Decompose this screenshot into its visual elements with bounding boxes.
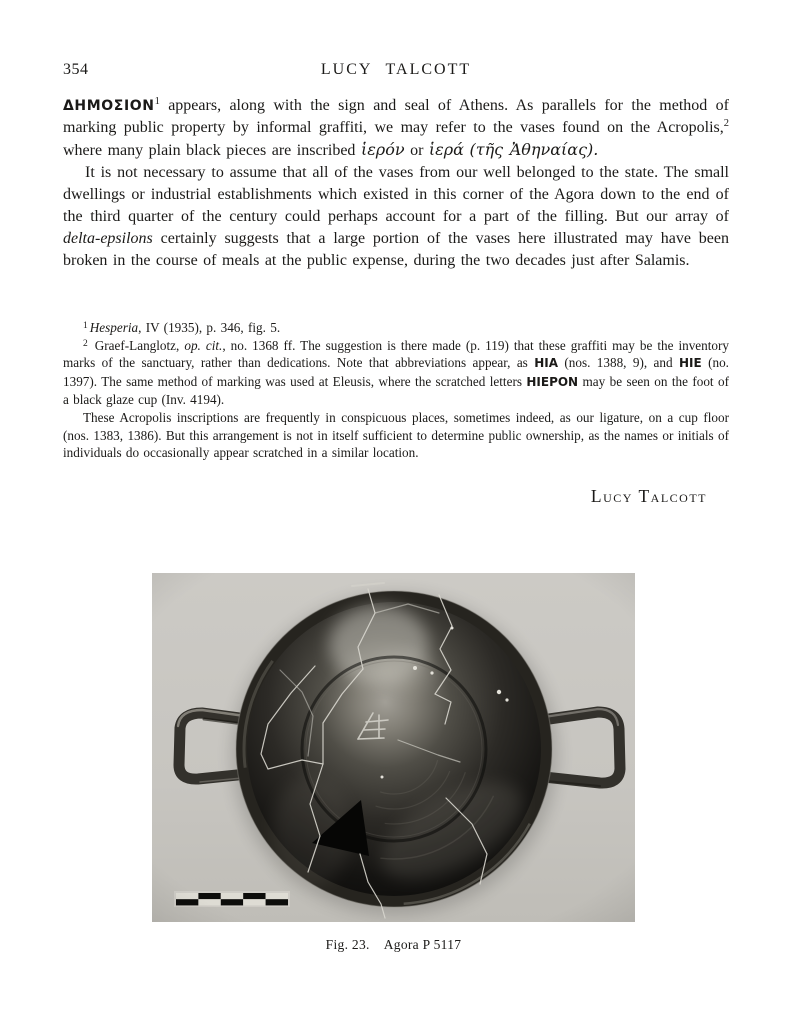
text-run: Graef-Langlotz, — [89, 337, 185, 353]
op-cit: op. cit. — [184, 337, 223, 353]
figure-plate — [152, 573, 635, 953]
article-body — [63, 95, 729, 272]
greek-phrase-tes-athenaias: (τῆς Ἀθηναίας). — [469, 140, 599, 159]
author-signature: Lucy Talcott — [590, 486, 707, 506]
text-run: It is not necessary to assume that all of the vases from our well belonged to the state. The small dwellings or industrial establishments which existed in this corner of the Agora down to the end of the third quarter of the century could perhaps account for a part of the filling. But our array of — [63, 164, 729, 225]
figure-object-id: Agora P 5117 — [383, 937, 462, 952]
footnote-ref-1: 1 — [154, 96, 160, 107]
running-title: LUCY TALCOTT — [320, 61, 472, 78]
text-run: where many plain black pieces are inscribed — [63, 142, 361, 159]
footnote-1-marker: 1 — [83, 321, 88, 331]
paragraph-2 — [63, 162, 729, 272]
text-run: , IV (1935), p. 346, fig. 5. — [138, 320, 281, 335]
text-run: certainly suggests that a large portion of the vases here illustrated may have been broken in the course of meals at the public expense, during the two decades just after Salamis. — [63, 230, 729, 269]
text-run: or — [404, 142, 429, 159]
text-run: (no. 1397). The same method of marking was used at Eleusis, where the scratched letters — [63, 355, 729, 389]
text-run: (nos. 1388, 9), and — [558, 355, 679, 371]
text-run: , no. 1368 ff. The suggestion is there made (p. 119) that these graffiti may be the inventory marks of the sanctuary, rather than dedications. Note that abbreviations appear, as — [63, 337, 729, 371]
figure-number: Fig. 23. — [325, 937, 370, 952]
text-run: appears, along with the sign and seal of Athens. As parallels for the method of marking public property by informal graffiti, we may refer to the vases found on the Acropolis, — [63, 97, 729, 136]
greek-word-hiera: ἱερά — [428, 140, 464, 159]
footnote-1 — [63, 319, 729, 337]
inscription-hiepon: HIEPON — [526, 374, 579, 389]
inscription-hie: HIE — [678, 356, 702, 371]
text-run: may be seen on the foot of a black glaze cup (Inv. 4194). — [63, 373, 729, 408]
footnote-ref-2: 2 — [723, 118, 729, 129]
page-number: 354 — [63, 61, 89, 78]
greek-word-hieron: ἱερόν — [360, 140, 405, 159]
footnote-2 — [63, 337, 729, 409]
word-demosion: ΔΗΜΟΣΙΟΝ — [63, 98, 155, 114]
footnote-2-marker: 2 — [83, 338, 88, 349]
journal-name: Hesperia — [89, 320, 139, 335]
photo-vignette — [152, 573, 635, 922]
footnote-2-continued: These Acropolis inscriptions are frequently in conspicuous places, sometimes indeed, as our ligature, on a cup floor (nos. 1383, 1386). But this arrangement is not in itself sufficient to determine public ownership, as the names or initials of individuals do occasionally appear scratched in a similar location. — [63, 409, 729, 461]
paragraph-1 — [63, 95, 729, 162]
footnotes — [63, 319, 729, 462]
cup-photograph — [152, 573, 635, 922]
inscription-hia: HIA — [534, 356, 558, 371]
emphasis-delta-epsilons: delta-epsilons — [63, 230, 153, 247]
figure-caption — [152, 937, 635, 953]
